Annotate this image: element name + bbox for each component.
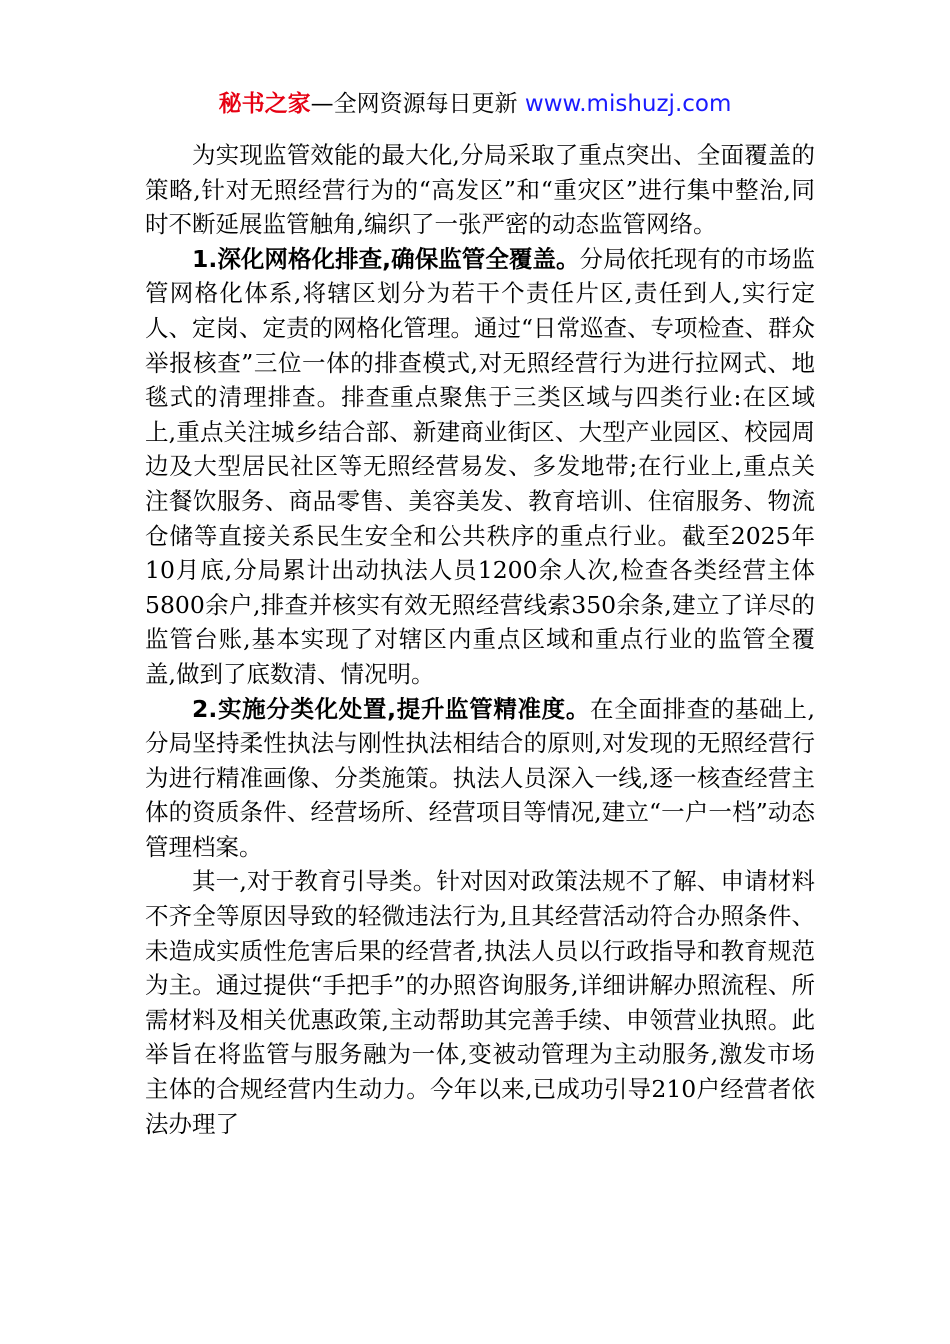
document-body	[145, 138, 815, 1141]
section-heading: 2.实施分类化处置,提升监管精准度。	[192, 694, 591, 723]
section-heading: 1.深化网格化排查,确保监管全覆盖。	[192, 244, 580, 273]
paragraph-intro	[145, 138, 815, 242]
brand-name: 秘书之家	[218, 91, 311, 117]
paragraph-text: 其一,对于教育引导类。针对因对政策法规不了解、申请材料不齐全等原因导致的轻微违法行为,且其经营活动符合办照条件、未造成实质性危害后果的经营者,执法人员以行政指导和教育规范为主。通过提供“手把手”的办照咨询服务,详细讲解办照流程、所需材料及相关优惠政策,主动帮助其完善手续、申领营业执照。此举旨在将监管与服务融为一体,变被动管理为主动服务,激发市场主体的合规经营内生动力。今年以来,已成功引导210户经营者依法办理了	[145, 867, 815, 1138]
paragraph-text: 为实现监管效能的最大化,分局采取了重点突出、全面覆盖的策略,针对无照经营行为的“高发区”和“重灾区”进行集中整治,同时不断延展监管触角,编织了一张严密的动态监管网络。	[145, 141, 815, 239]
paragraph-education-guidance	[145, 864, 815, 1141]
paragraph-text: 分局依托现有的市场监管网格化体系,将辖区划分为若干个责任片区,责任到人,实行定人、定岗、定责的网格化管理。通过“日常巡查、专项检查、群众举报核查”三位一体的排查模式,对无照经营行为进行拉网式、地毯式的清理排查。排查重点聚焦于三类区域与四类行业:在区域上,重点关注城乡结合部、新建商业街区、大型产业园区、校园周边及大型居民社区等无照经营易发、多发地带;在行业上,重点关注餐饮服务、商品零售、美容美发、教育培训、住宿服务、物流仓储等直接关系民生安全和公共秩序的重点行业。截至2025年10月底,分局累计出动执法人员1200余人次,检查各类经营主体5800余户,排查并核实有效无照经营线索350余条,建立了详尽的监管台账,基本实现了对辖区内重点区域和重点行业的监管全覆盖,做到了底数清、情况明。	[145, 244, 816, 688]
page-header	[0, 88, 950, 120]
paragraph-section-2	[145, 692, 815, 865]
site-link[interactable]: www.mishuzj.com	[524, 91, 732, 117]
paragraph-text: 在全面排查的基础上,分局坚持柔性执法与刚性执法相结合的原则,对发现的无照经营行为进行精准画像、分类施策。执法人员深入一线,逐一核查经营主体的资质条件、经营场所、经营项目等情况,建立“一户一档”动态管理档案。	[145, 694, 815, 861]
paragraph-section-1	[145, 242, 815, 692]
header-tagline: —全网资源每日更新	[310, 91, 518, 117]
